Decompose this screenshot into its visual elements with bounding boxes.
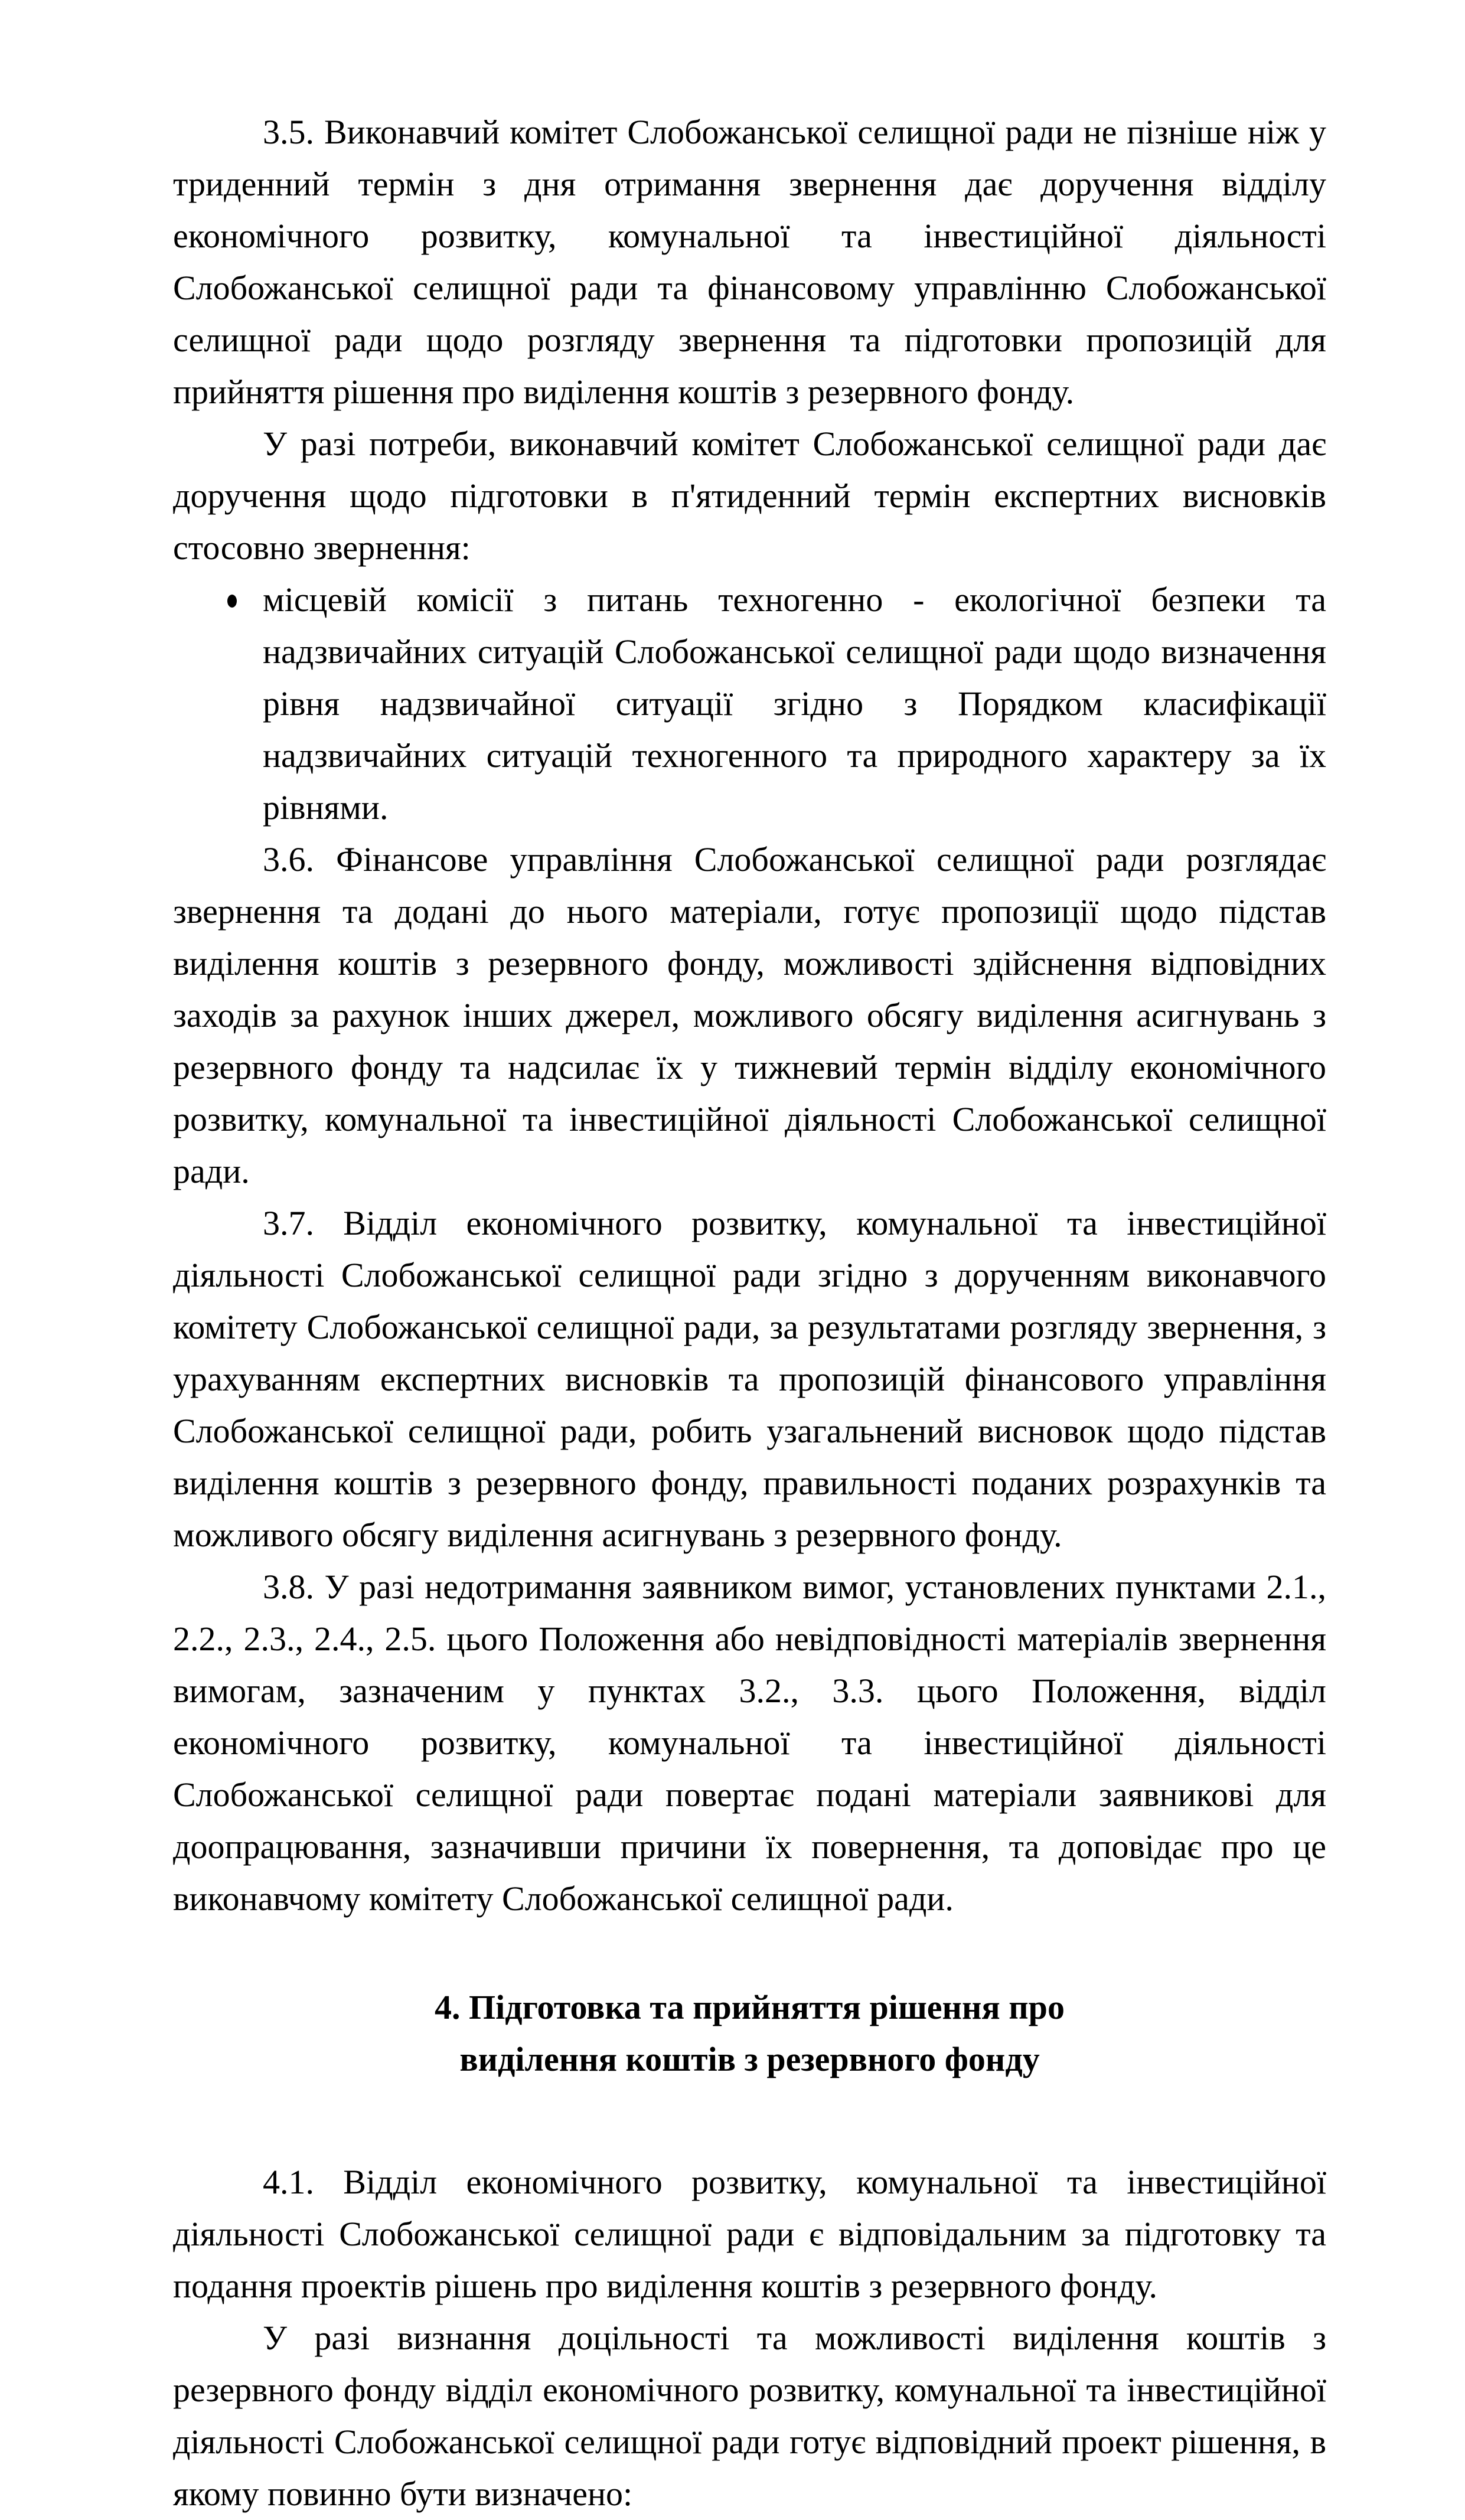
section-heading-line-1: 4. Підготовка та прийняття рішення про	[435, 1988, 1065, 2026]
paragraph-4-1: 4.1. Відділ економічного розвитку, комунальної та інвестиційної діяльності Слобожанської селищної ради є відповідальним за підготовку та подання проектів рішень про виділення коштів з резервного фонду.	[173, 2163, 1326, 2305]
paragraph-3-6: 3.6. Фінансове управління Слобожанської селищної ради розглядає звернення та додані до нього матеріали, готує пропозиції щодо підстав виділення коштів з резервного фонду, можливості здійснення відповідних заходів за рахунок інших джерел, можливого обсягу виділення асигнувань з резервного фонду та надсилає їх у тижневий термін відділу економічного розвитку, комунальної та інвестиційної діяльності Слобожанської селищної ради.	[173, 840, 1326, 1190]
section-heading-line-2: виділення коштів з резервного фонду	[459, 2040, 1040, 2078]
paragraph-3-8: 3.8. У разі недотримання заявником вимог, установлених пунктами 2.1., 2.2., 2.3., 2.4., 2.5. цього Положення або невідповідності матеріалів звернення вимогам, зазначеним у пунктах 3.2., 3.3. цього Положення, відділ економічного розвитку, комунальної та інвестиційної діяльності Слобожанської селищної ради повертає подані матеріали заявникові для доопрацювання, зазначивши причини їх повернення, та доповідає про це виконавчому комітету Слобожанської селищної ради.	[173, 1568, 1326, 1918]
bullet-icon	[220, 574, 244, 626]
section-spacer	[173, 1925, 1326, 1982]
paragraph-4-1-case: У разі визнання доцільності та можливості виділення коштів з резервного фонду відділ економічного розвитку, комунальної та інвестиційної діяльності Слобожанської селищної ради готує відповідний проект рішення, в якому повинно бути визначено:	[173, 2319, 1326, 2513]
paragraph-3-7: 3.7. Відділ економічного розвитку, комунальної та інвестиційної діяльності Слобожанської селищної ради згідно з дорученням виконавчого комітету Слобожанської селищної ради, за результатами розгляду звернення, з урахуванням експертних висновків та пропозицій фінансового управління Слобожанської селищної ради, робить узагальнений висновок щодо підстав виділення коштів з резервного фонду, правильності поданих розрахунків та можливого обсягу виділення асигнувань з резервного фонду.	[173, 1204, 1326, 1554]
heading-spacer	[173, 2085, 1326, 2156]
document-page	[173, 106, 1326, 2520]
bullet-list-item	[173, 574, 1326, 834]
paragraph-need-expert-conclusions: У разі потреби, виконавчий комітет Слобожанської селищної ради дає доручення щодо підготовки в п'ятиденний термін експертних висновків стосовно звернення:	[173, 425, 1326, 567]
bullet-item-text: місцевій комісії з питань техногенно - екологічної безпеки та надзвичайних ситуацій Слобожанської селищної ради щодо визначення рівня надзвичайної ситуації згідно з Порядком класифікації надзвичайних ситуацій техногенного та природного характеру за їх рівнями.	[263, 580, 1326, 827]
paragraph-3-5: 3.5. Виконавчий комітет Слобожанської селищної ради не пізніше ніж у триденний термін з дня отримання звернення дає доручення відділу економічного розвитку, комунальної та інвестиційної діяльності Слобожанської селищної ради та фінансовому управлінню Слобожанської селищної ради щодо розгляду звернення та підготовки пропозицій для прийняття рішення про виділення коштів з резервного фонду.	[173, 113, 1326, 411]
section-4-heading	[173, 1982, 1326, 2085]
